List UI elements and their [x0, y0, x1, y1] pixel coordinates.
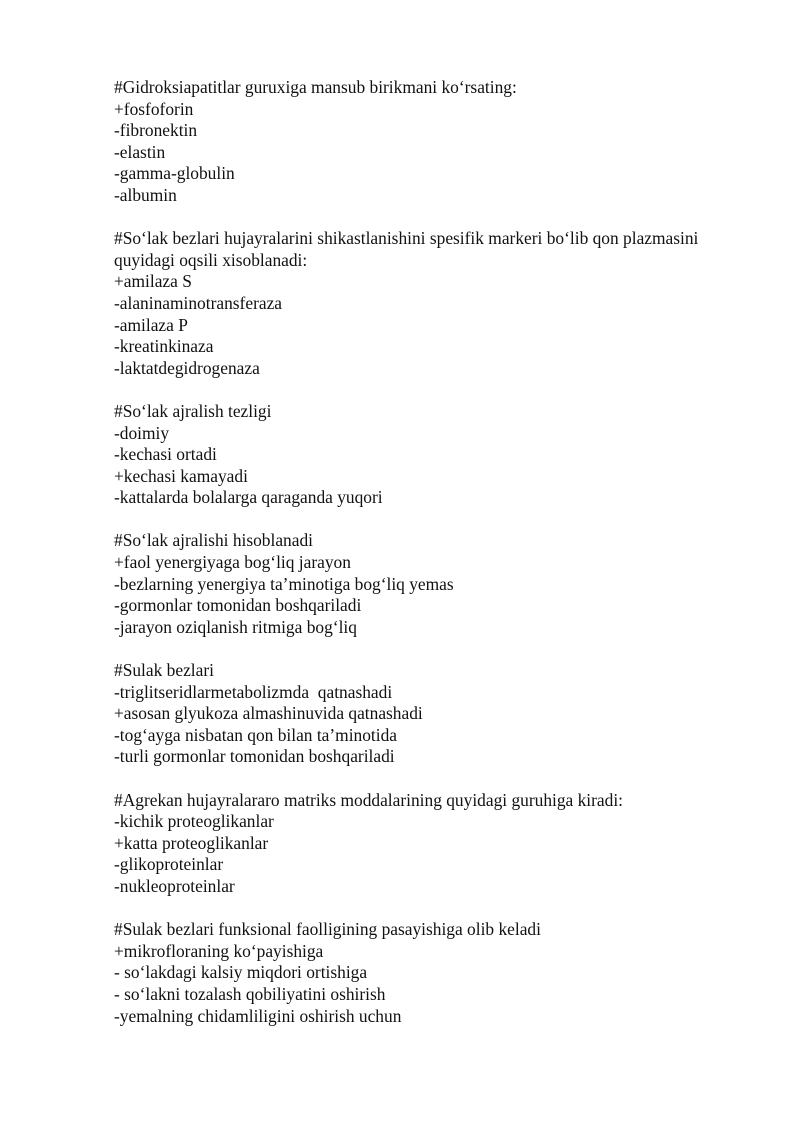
answer-option: -triglitseridlarmetabolizmda qatnashadi	[114, 681, 393, 702]
answer-option: -kichik proteoglikanlar	[114, 811, 274, 832]
question-block	[114, 77, 714, 207]
question-text: #Agrekan hujayralararo matriks moddalarining quyidagi guruhiga kiradi:	[114, 789, 624, 810]
answer-option: -bezlarning yenergiya ta’minotiga bog‘liq yemas	[114, 573, 454, 594]
question-text: #Sulak bezlari	[114, 660, 214, 681]
question-block	[114, 401, 714, 509]
question-block	[114, 228, 714, 379]
answer-option: -turli gormonlar tomonidan boshqariladi	[114, 746, 395, 767]
document-page	[114, 77, 714, 1049]
answer-option: -kattalarda bolalarga qaraganda yuqori	[114, 487, 383, 508]
answer-option: -yemalning chidamliligini oshirish uchun	[114, 1005, 402, 1026]
answer-option: -tog‘ayga nisbatan qon bilan ta’minotida	[114, 724, 398, 745]
question-text: #So‘lak ajralishi hisoblanadi	[114, 530, 313, 551]
answer-option: -gormonlar tomonidan boshqariladi	[114, 595, 362, 616]
answer-option: - so‘lakni tozalash qobiliyatini oshirish	[114, 983, 386, 1004]
answer-option: +fosfoforin	[114, 98, 194, 119]
question-block	[114, 660, 714, 768]
answer-option: -glikoproteinlar	[114, 854, 224, 875]
answer-option: +amilaza S	[114, 271, 192, 292]
question-text: #So‘lak bezlari hujayralarini shikastlanishini spesifik markeri bo‘lib qon plazmasini quyidagi oqsili xisoblanadi:	[114, 228, 703, 270]
question-text: #Sulak bezlari funksional faolligining pasayishiga olib keladi	[114, 919, 541, 940]
question-block	[114, 790, 714, 898]
answer-option: +katta proteoglikanlar	[114, 832, 269, 853]
question-text: #Gidroksiapatitlar guruxiga mansub birikmani ko‘rsating:	[114, 77, 517, 97]
answer-option: -albumin	[114, 184, 177, 205]
answer-option: - so‘lakdagi kalsiy miqdori ortishiga	[114, 962, 368, 983]
answer-option: +asosan glyukoza almashinuvida qatnashadi	[114, 703, 423, 724]
question-block	[114, 919, 714, 1027]
answer-option: -elastin	[114, 141, 166, 162]
answer-option: -laktatdegidrogenaza	[114, 357, 260, 378]
answer-option: -doimiy	[114, 422, 170, 443]
answer-option: -kreatinkinaza	[114, 336, 214, 357]
answer-option: +mikrofloraning ko‘payishiga	[114, 940, 324, 961]
answer-option: +kechasi kamayadi	[114, 465, 248, 486]
answer-option: -jarayon oziqlanish ritmiga bog‘liq	[114, 616, 357, 637]
answer-option: -kechasi ortadi	[114, 444, 217, 465]
answer-option: +faol yenergiyaga bog‘liq jarayon	[114, 552, 351, 573]
answer-option: -amilaza P	[114, 314, 188, 335]
answer-option: -nukleoproteinlar	[114, 875, 235, 896]
answer-option: -fibronektin	[114, 120, 198, 141]
question-text: #So‘lak ajralish tezligi	[114, 400, 272, 421]
question-block	[114, 530, 714, 638]
answer-option: -gamma-globulin	[114, 163, 235, 184]
answer-option: -alaninaminotransferaza	[114, 292, 283, 313]
